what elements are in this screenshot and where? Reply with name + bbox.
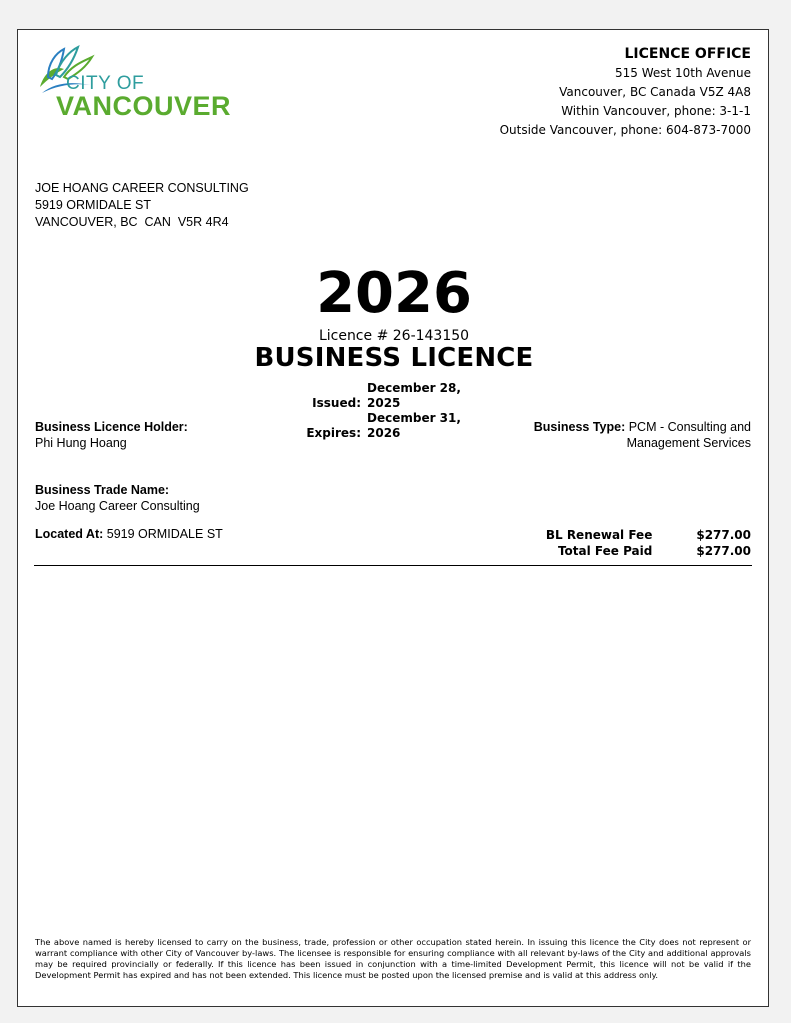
fee-name: BL Renewal Fee <box>545 528 653 542</box>
business-type <box>534 419 751 451</box>
business-type-value-line2: Management Services <box>626 436 751 450</box>
issued-date: December 28, 2025 <box>367 381 461 410</box>
expires-label: Expires: <box>306 426 361 440</box>
trade-name-label: Business Trade Name: <box>35 483 170 497</box>
legal-disclaimer: The above named is hereby licensed to carry on the business, trade, profession or other occupation stated herein. In issuing this licence the City does not represent or warrant compliance with other City of Vancouver by-laws. The licensee is responsible for ensuring compliance with all relevant by-laws of the City and additional approvals may be required provincially or federally. If this licence has been issued in conjunction with a time-limited Development Permit, this licence will not be valid if the Development Permit has expired and has not been extended. This licence must be posted upon the licensed premise and is valid at this address only. <box>35 937 751 980</box>
licence-holder <box>35 419 188 451</box>
office-title: LICENCE OFFICE <box>624 46 751 62</box>
holder-name: Phi Hung Hoang <box>35 436 127 450</box>
office-phone-outside: Outside Vancouver, phone: 604-873-7000 <box>499 123 751 137</box>
licence-document <box>17 29 769 1007</box>
office-address-line: 515 West 10th Avenue <box>614 66 751 80</box>
located-value: 5919 ORMIDALE ST <box>106 527 223 541</box>
business-type-label: Business Type: <box>533 420 626 434</box>
address-line-city: VANCOUVER, BC CAN V5R 4R4 <box>35 215 229 229</box>
fee-amount: $277.00 <box>696 528 751 542</box>
fee-name: Total Fee Paid <box>557 544 653 558</box>
expires-date: December 31, 2026 <box>367 411 461 440</box>
holder-label: Business Licence Holder: <box>35 420 188 434</box>
address-line-name: JOE HOANG CAREER CONSULTING <box>35 181 249 195</box>
logo-vancouver-text: VANCOUVER <box>56 91 232 121</box>
divider <box>34 565 752 566</box>
fee-table <box>546 527 751 559</box>
logo-city-of-text: CITY OF <box>66 73 145 94</box>
fee-amount: $277.00 <box>696 544 751 558</box>
located-at <box>35 526 223 542</box>
located-label: Located At: <box>35 527 104 541</box>
address-line-street: 5919 ORMIDALE ST <box>35 198 152 212</box>
business-type-value-line1: PCM - Consulting and <box>628 420 751 434</box>
fee-row <box>546 543 751 559</box>
licence-title: BUSINESS LICENCE <box>254 343 534 373</box>
office-city-line: Vancouver, BC Canada V5Z 4A8 <box>559 85 751 99</box>
issued-label: Issued: <box>312 396 361 410</box>
licence-number: Licence # 26-143150 <box>318 328 470 344</box>
city-of-vancouver-logo <box>34 43 244 123</box>
trade-name <box>35 482 200 514</box>
mailing-address <box>35 180 249 231</box>
office-phone-within: Within Vancouver, phone: 3-1-1 <box>561 104 751 118</box>
licence-office-block <box>500 44 751 140</box>
licence-year: 2026 <box>316 261 472 326</box>
trade-name-value: Joe Hoang Career Consulting <box>35 499 200 513</box>
fee-row <box>546 527 751 543</box>
